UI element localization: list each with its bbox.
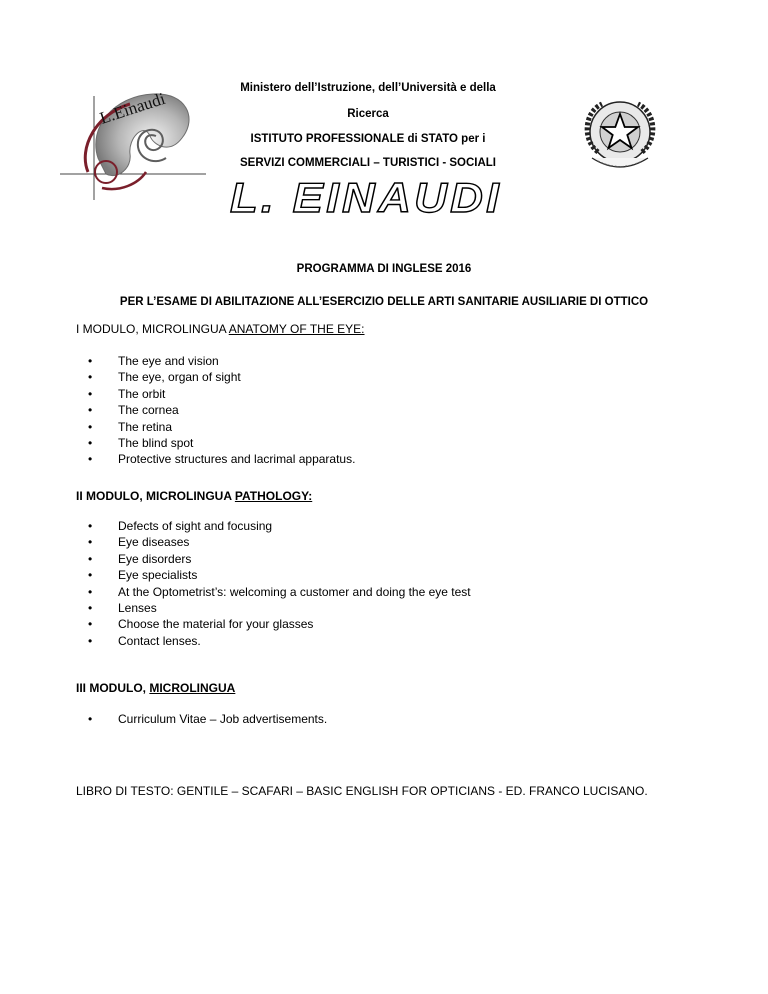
list-item: • Contact lenses. [88,633,471,649]
list-item: • Eye specialists [88,567,471,583]
list-item: • The eye, organ of sight [88,369,355,385]
list-item: • The cornea [88,402,355,418]
module1-prefix: I MODULO, MICROLINGUA [76,322,229,336]
list-item: • Eye disorders [88,551,471,567]
module2-list [88,518,471,649]
module3-list [88,711,327,727]
module2-prefix: II MODULO, MICROLINGUA [76,489,235,503]
institute-line: ISTITUTO PROFESSIONALE di STATO per i [250,133,486,145]
module3-heading [76,681,235,695]
list-item: • At the Optometrist’s: welcoming a customer and doing the eye test [88,584,471,600]
module1-heading [76,322,365,336]
module3-prefix: III MODULO, [76,681,150,695]
textbook-line: LIBRO DI TESTO: GENTILE – SCAFARI – BASIC ENGLISH FOR OPTICIANS - ED. FRANCO LUCISANO. [76,784,648,798]
list-item: • Eye diseases [88,534,471,550]
republic-emblem [568,94,672,174]
list-item: • Protective structures and lacrimal apparatus. [88,451,355,467]
program-title: PROGRAMMA DI INGLESE 2016 [296,263,472,275]
list-item: • Curriculum Vitae – Job advertisements. [88,711,327,727]
ministry-line-1: Ministero dell’Istruzione, dell’Università e della [240,82,496,94]
list-item: • Defects of sight and focusing [88,518,471,534]
module1-list [88,353,355,468]
module1-topic: ANATOMY OF THE EYE: [228,322,365,336]
list-item: • The retina [88,419,355,435]
list-item: • Lenses [88,600,471,616]
services-line: SERVIZI COMMERCIALI – TURISTICI - SOCIALI [240,157,496,169]
exam-title: PER L’ESAME DI ABILITAZIONE ALL’ESERCIZIO DELLE ARTI SANITARIE AUSILIARIE DI OTTICO [119,296,649,308]
module3-topic: MICROLINGUA [149,681,236,695]
logo-text: L.Einaudi [97,88,168,128]
school-logo [58,88,208,203]
module2-topic: PATHOLOGY: [234,489,313,503]
ministry-line-2: Ricerca [347,108,389,120]
module2-heading [76,489,312,503]
list-item: • Choose the material for your glasses [88,616,471,632]
school-name-wordart [222,176,512,220]
list-item: • The orbit [88,386,355,402]
school-name: L. EINAUDI [230,176,502,220]
list-item: • The blind spot [88,435,355,451]
list-item: • The eye and vision [88,353,355,369]
